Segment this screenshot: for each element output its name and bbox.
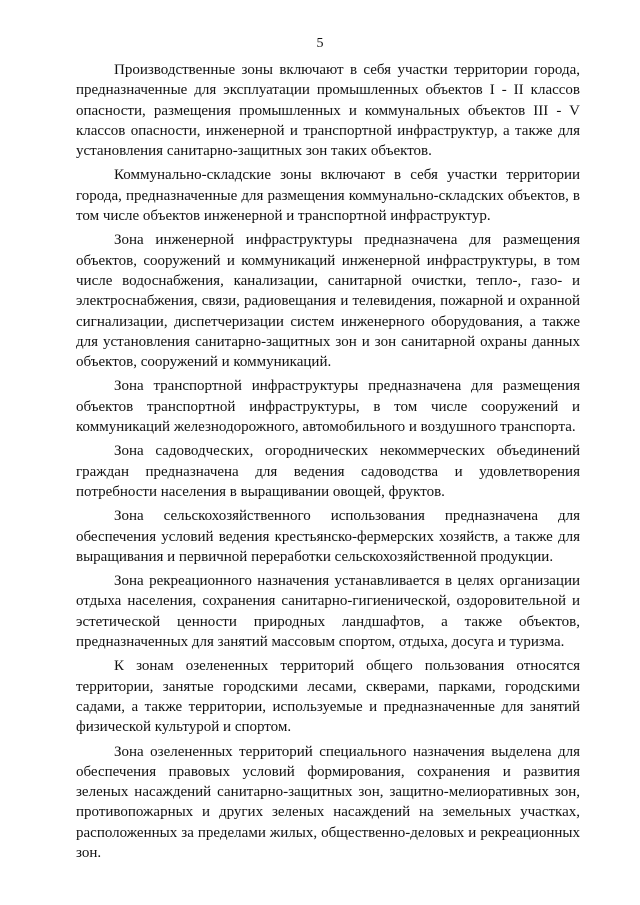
paragraph-transport-infrastructure-zone: Зона транспортной инфраструктуры предназначена для размещения объектов транспортной инфраструктуры, в том числе сооружений и коммуникаций железнодорожного, автомобильного и воздушного транспорта. — [76, 378, 580, 436]
paragraph-special-green-areas: Зона озелененных территорий специального назначения выделена для обеспечения правовых условий формирования, сохранения и развития зеленых насаждений санитарно-защитных зон, защитно-мелиоративных зон, противопожарных и других зеленых насаждений на земельных участках, расположенных за пределами жилых, общественно-деловых и рекреационных зон. — [76, 743, 580, 861]
paragraph-gardening-zone: Зона садоводческих, огороднических некоммерческих объединений граждан предназначена для ведения садоводства и удовлетворения потребности населения в выращивании овощей, фруктов. — [76, 443, 580, 500]
paragraph-engineering-infrastructure-zone: Зона инженерной инфраструктуры предназначена для размещения объектов, сооружений и коммуникаций инженерной инфраструктуры, в том числе водоснабжения, канализации, санитарной очистки, тепло-, газо- и электроснабжения, связи, радиовещания и телевидения, пожарной и охранной сигнализации, диспетчеризации систем инженерного оборудования, а также для установления санитарно-защитных зон и зон санитарной охраны данных объектов, сооружений и коммуникаций. — [76, 232, 580, 371]
page-number: 5 — [316, 36, 324, 51]
paragraph-recreational-zone: Зона рекреационного назначения устанавливается в целях организации отдыха населения, сохранения санитарно-гигиенической, оздоровительной и эстетической ценности природных ландшафтов, а также объектов, предназначенных для занятий массовым спортом, отдыха, досуга и туризма. — [76, 573, 580, 651]
paragraph-agricultural-zone: Зона сельскохозяйственного использования предназначена для обеспечения условий ведения крестьянско-фермерских хозяйств, а также для выращивания и первичной переработки сельскохозяйственной продукции. — [76, 508, 580, 565]
document-body — [76, 60, 580, 867]
paragraph-production-zones: Производственные зоны включают в себя участки территории города, предназначенные для эксплуатации промышленных объектов I - II классов опасности, размещения промышленных и коммунальных объектов III - V классов опасности, инженерной и транспортной инфраструктур, а также для установления санитарно-защитных зон таких объектов. — [76, 62, 580, 160]
paragraph-communal-storage-zones: Коммунально-складские зоны включают в себя участки территории города, предназначенные для размещения коммунально-складских объектов, в том числе объектов инженерной и транспортной инфраструктур. — [76, 167, 580, 225]
paragraph-public-green-areas: К зонам озелененных территорий общего пользования относятся территории, занятые городскими лесами, скверами, парками, городскими садами, а также территории, используемые и предназначенные для занятий физической культурой и спортом. — [76, 658, 580, 736]
